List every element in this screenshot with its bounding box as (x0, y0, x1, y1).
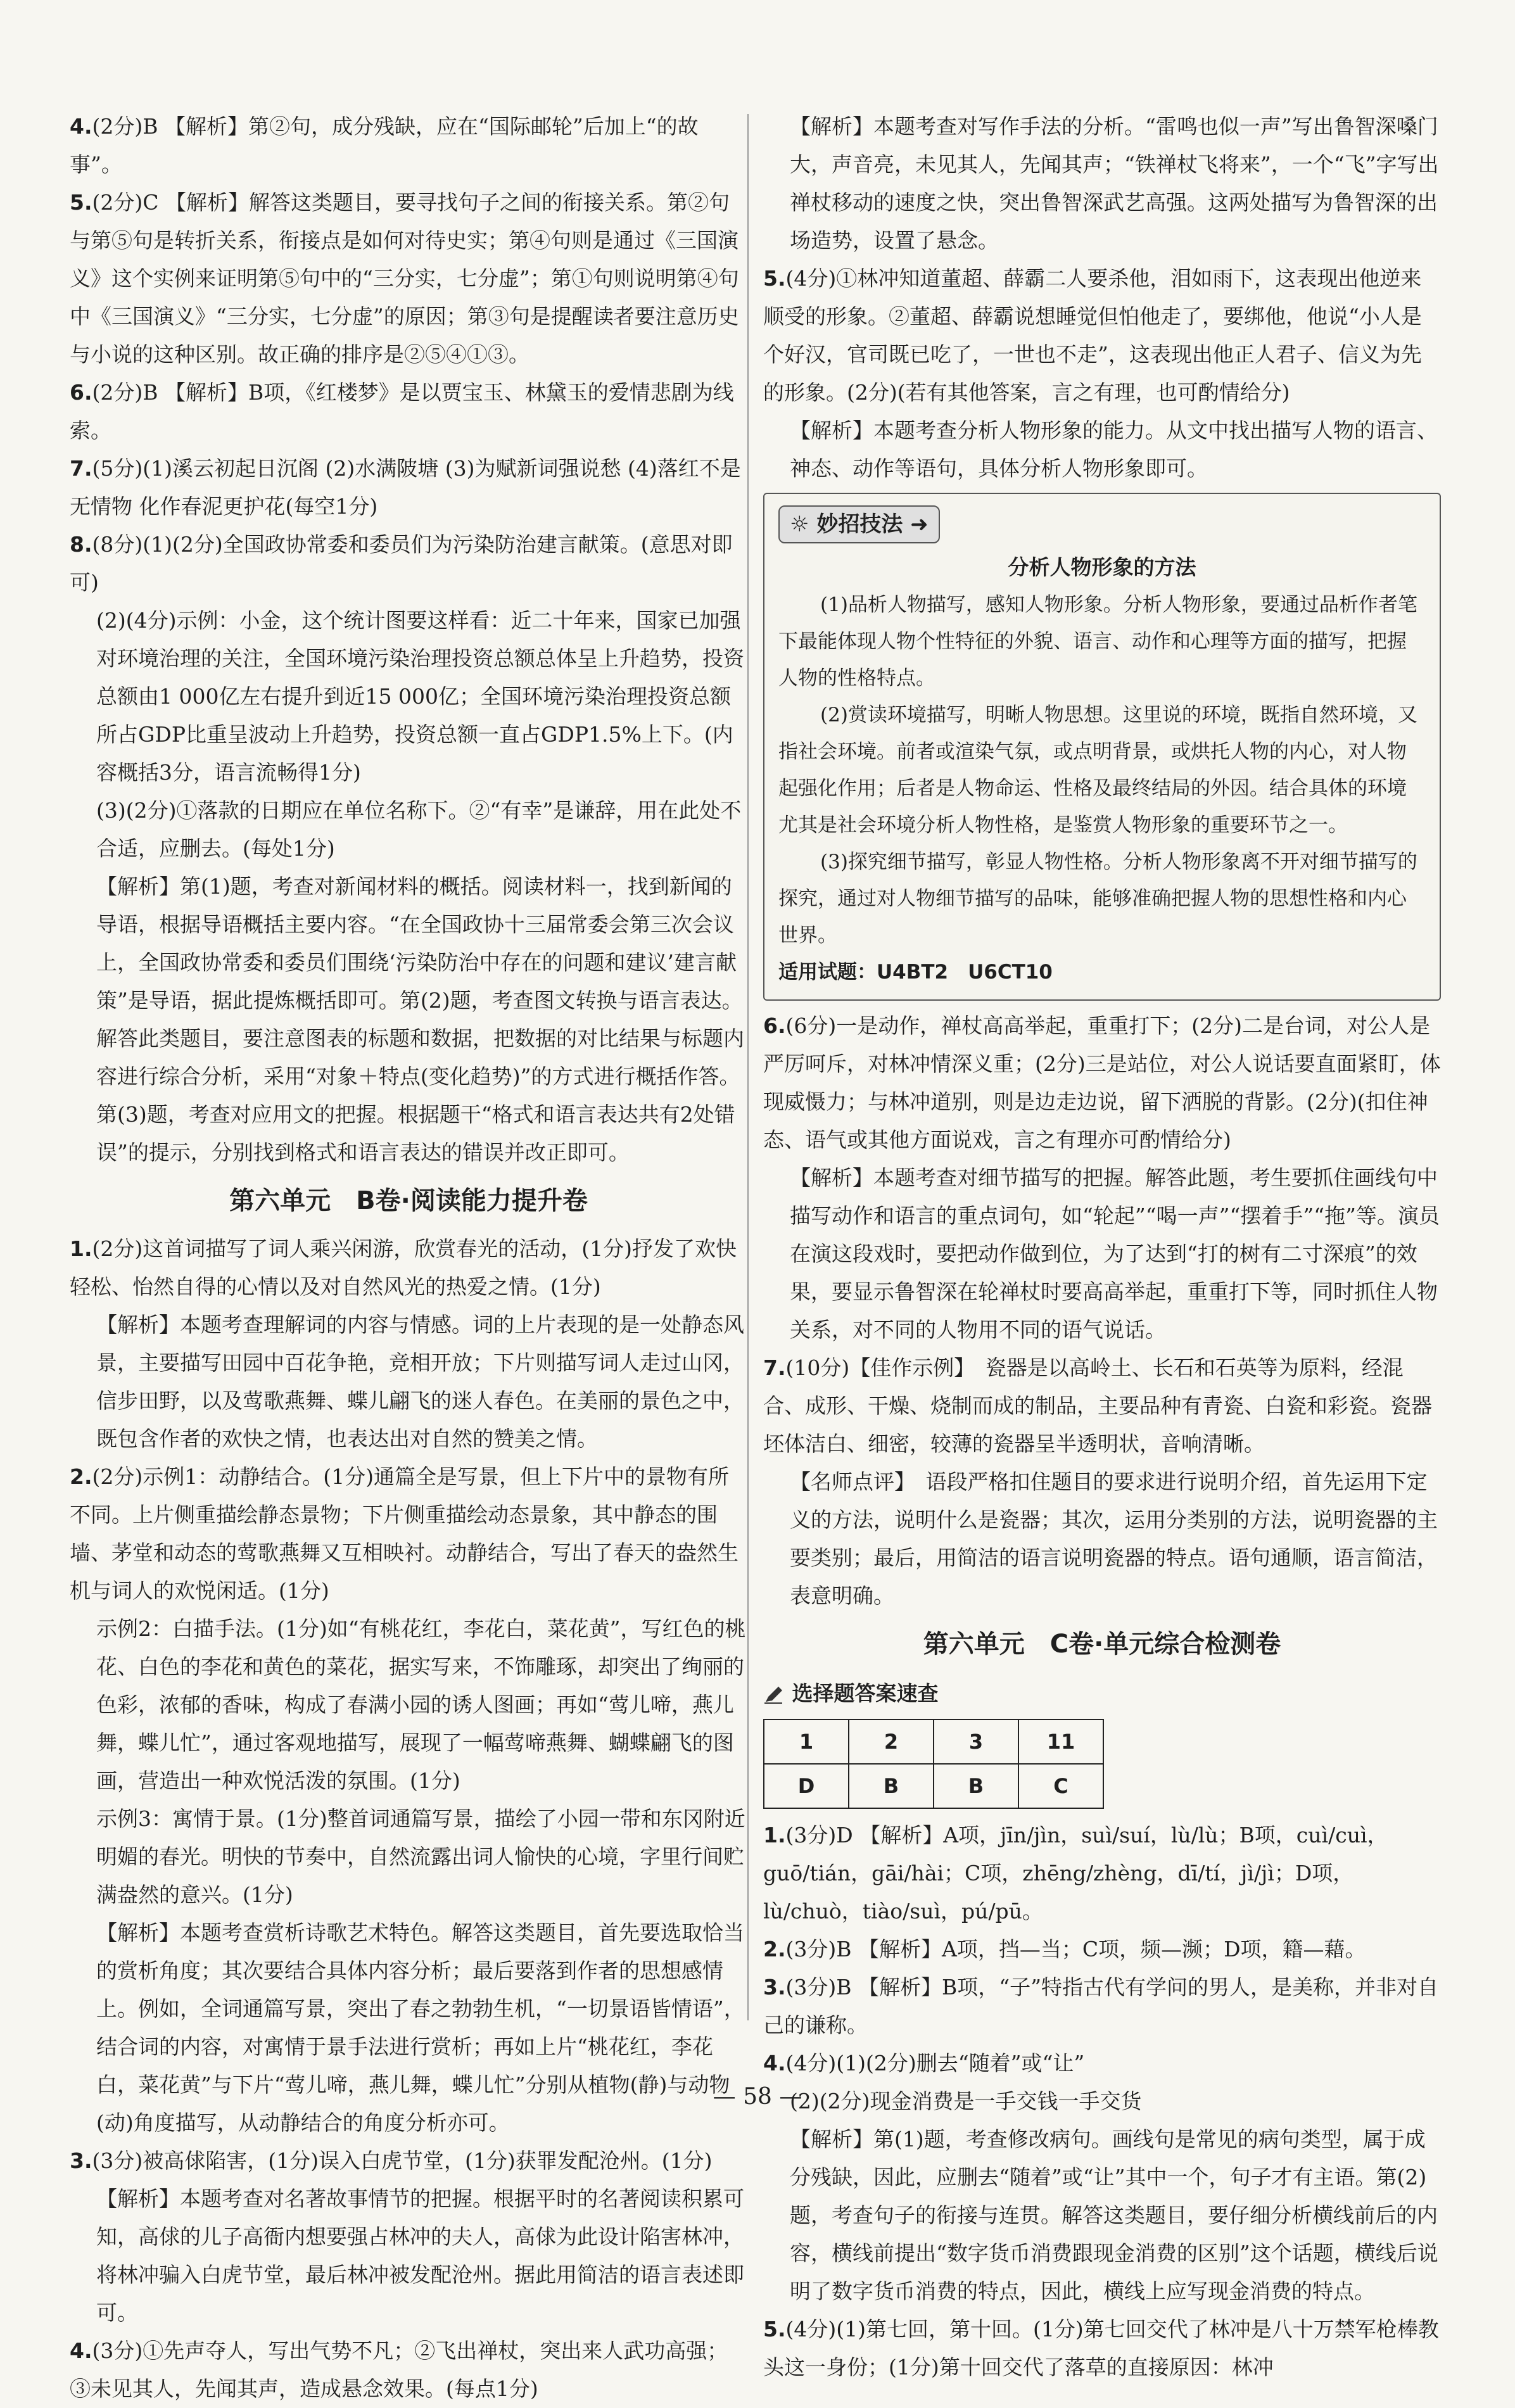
item-text: (2分)示例1：动静结合。(1分)通篇全是写景，但上下片中的景物有所不同。上片侧重描绘静态景物；下片侧重描绘动态景象，其中静态的围墙、茅堂和动态的莺歌燕舞又互相映衬。动静结合，写出了春天的盎然生机与词人的欢悦闲适。(1分) (70, 1464, 738, 1603)
answer-item (763, 1349, 1441, 1463)
item-text: (4分)①林冲知道董超、薛霸二人要杀他，泪如雨下，这表现出他逆来顺受的形象。②董超、薛霸说想睡觉但怕他走了，要绑他，他说“小人是个好汉，官司既已吃了，一世也不走”，这表现出他正人君子、信义为先的形象。(2分)(若有其他答案，言之有理，也可酌情给分) (763, 266, 1422, 405)
tips-paragraph: (2)赏读环境描写，明晰人物思想。这里说的环境，既指自然环境，又指社会环境。前者或渲染气氛，或点明背景，或烘托人物的内心，对人物起强化作用；后者是人物命运、性格及最终结局的外因。结合具体的环境尤其是社会环境分析人物性格，是鉴赏人物形象的重要环节之一。 (778, 704, 1417, 837)
item-text: (4分)(1)第七回，第十回。(1分)第七回交代了林冲是八十万禁军枪棒教头这一身份；(1分)第十回交代了落草的直接原因：林冲 (763, 2317, 1439, 2379)
item-text: 【解析】第(1)题，考查对新闻材料的概括。阅读材料一，找到新闻的导语，根据导语概括主要内容。“在全国政协十三届常委会第三次会议上，全国政协常委和委员们围绕‘污染防治中存在的问题和建议’建言献策”是导语，据此提炼概括即可。第(2)题，考查图文转换与语言表达。解答此类题目，要注意图表的标题和数据，把数据的对比结果与标题内容进行综合分析，采用“对象＋特点(变化趋势)”的方式进行概括作答。第(3)题，考查对应用文的把握。根据题干“格式和语言表达共有2处错误”的提示，分别找到格式和语言表达的错误并改正即可。 (96, 874, 744, 1165)
answer-item (70, 1800, 747, 1914)
item-text: (6分)一是动作，禅杖高高举起，重重打下；(2分)二是台词，对公人是严厉呵斥，对林冲情深义重；(2分)三是站位，对公人说话要直面紧盯，体现威慑力；与林冲道别，则是边走边说，留下洒脱的背影。(2分)(扣住神态、语气或其他方面说戏，言之有理亦可酌情给分) (763, 1013, 1441, 1152)
left-column (70, 108, 747, 2408)
item-number: 6. (763, 1013, 786, 1038)
section-c-title: 第六单元 C卷·单元综合检测卷 (923, 1630, 1281, 1659)
answer-item (70, 1230, 747, 1306)
item-number: 4. (70, 2338, 92, 2363)
item-number: 1. (70, 1236, 92, 1261)
answer-table-answer: B (934, 1764, 1018, 1808)
item-text: 【解析】本题考查理解词的内容与情感。词的上片表现的是一处静态风景，主要描写田园中百花争艳，竞相开放；下片则描写词人走过山冈，信步田野，以及莺歌燕舞、蝶儿翩飞的迷人春色。在美丽的景色之中，既包含作者的欢快之情，也表达出对自然的赞美之情。 (96, 1312, 744, 1451)
answer-table-question: 2 (849, 1720, 934, 1764)
item-number: 4. (763, 2051, 786, 2075)
answer-item (70, 792, 747, 868)
tips-tab-label: 妙招技法 (816, 512, 903, 537)
tips-title: 分析人物形象的方法 (1008, 555, 1196, 580)
answer-table-answer: B (849, 1764, 934, 1808)
column-divider (747, 114, 749, 2020)
tips-box (763, 493, 1441, 1001)
item-text: (4分)(1)(2分)删去“随着”或“让” (785, 2051, 1085, 2075)
answer-item (70, 2142, 747, 2180)
answer-item (70, 450, 747, 526)
answer-item (763, 260, 1441, 412)
item-text: (2分)B 【解析】第②句，成分残缺，应在“国际邮轮”后加上“的故事”。 (70, 114, 699, 177)
item-number: 1. (763, 1823, 786, 1847)
right-column (763, 108, 1441, 2386)
item-text: (2分)B 【解析】B项，《红楼梦》是以贾宝玉、林黛玉的爱情悲剧为线索。 (70, 380, 734, 443)
item-text: (2分)C 【解析】解答这类题目，要寻找句子之间的衔接关系。第②句与第⑤句是转折关系，衔接点是如何对待史实；第④句则是通过《三国演义》这个实例来证明第⑤句中的“三分实，七分虚”；第①句则说明第④句中《三国演义》“三分实，七分虚”的原因；第③句是提醒读者要注意历史与小说的这种区别。故正确的排序是②⑤④①③。 (70, 190, 739, 367)
answer-table-header-row (764, 1720, 1103, 1764)
item-number: 7. (763, 1355, 786, 1380)
answer-table (763, 1719, 1104, 1809)
quick-answer-text: 选择题答案速查 (792, 1681, 939, 1706)
page-number: — 58 — (713, 2084, 802, 2110)
arrow-icon: ➜ (910, 512, 929, 537)
answer-item (70, 526, 747, 602)
answer-item (763, 2310, 1441, 2386)
tips-paragraph: (3)探究细节描写，彰显人物性格。分析人物形象离不开对细节描写的探究，通过对人物细节描写的品味，能够准确把握人物的思想性格和内心世界。 (778, 851, 1417, 947)
answer-item (70, 1306, 747, 1458)
item-text: (2)(4分)示例：小金，这个统计图要这样看：近二十年来，国家已加强对环境治理的关注，全国环境污染治理投资总额总体呈上升趋势，投资总额由1 000亿左右提升到近15 000亿；全国环境污染治理投资总额所占GDP比重呈波动上升趋势，投资总额一直占GDP1.5%上下。(内容概括3分，语言流畅得1分) (96, 608, 744, 785)
item-text: (3分)B 【解析】A项，挡—当；C项，频—濒；D项，籍—藉。 (785, 1937, 1366, 1961)
item-text: 【解析】本题考查赏析诗歌艺术特色。解答这类题目，首先要选取恰当的赏析角度；其次要结合具体内容分析；最后要落到作者的思想感情上。例如，全词通篇写景，突出了春之勃勃生机，“一切景语皆情语”，结合词的内容，对寓情于景手法进行赏析；再如上片“桃花红，李花白，菜花黄”与下片“莺儿啼，燕儿舞，蝶儿忙”分别从植物(静)与动物(动)角度描写，从动静结合的角度分析亦可。 (96, 1920, 745, 2135)
answer-table-answer: D (764, 1764, 849, 1808)
answer-table-question: 3 (934, 1720, 1018, 1764)
answer-item (70, 184, 747, 374)
item-text: (3分)D 【解析】A项，jīn/jìn，suì/suí，lù/lù；B项，cuì/cuì，guō/tián，gāi/hài；C项，zhēng/zhèng，dī/tí，jì/jì；D项，lù/chuò，tiào/suì，pú/pū。 (763, 1823, 1388, 1923)
item-number: 4. (70, 114, 92, 139)
item-number: 3. (763, 1975, 786, 1999)
answer-item (70, 108, 747, 184)
item-number: 6. (70, 380, 92, 405)
answer-table-answer-row (764, 1764, 1103, 1808)
answer-item (70, 1610, 747, 1800)
item-text: 【解析】本题考查分析人物形象的能力。从文中找出描写人物的语言、神态、动作等语句，具体分析人物形象即可。 (790, 418, 1438, 481)
item-text: 【解析】本题考查对名著故事情节的把握。根据平时的名著阅读积累可知，高俅的儿子高衙内想要强占林冲的夫人，高俅为此设计陷害林冲，将林冲骗入白虎节堂，最后林冲被发配沧州。据此用简洁的语言表述即可。 (96, 2186, 744, 2325)
answer-table-answer: C (1018, 1764, 1103, 1808)
item-number: 5. (763, 2317, 786, 2341)
item-text: 【解析】本题考查对细节描写的把握。解答此题，考生要抓住画线句中描写动作和语言的重点词句，如“轮起”“喝一声”“摆着手”“拖”等。演员在演这段戏时，要把动作做到位，为了达到“打的树有二寸深痕”的效果，要显示鲁智深在轮禅杖时要高高举起，重重打下等，同时抓住人物关系，对不同的人物用不同的语气说话。 (790, 1165, 1440, 1342)
item-number: 5. (70, 190, 92, 215)
item-text: 示例2：白描手法。(1分)如“有桃花红，李花白，菜花黄”，写红色的桃花、白色的李花和黄色的菜花，据实写来，不饰雕琢，却突出了绚丽的色彩，浓郁的香味，构成了春满小园的诱人图画；再如“莺儿啼，燕儿舞，蝶儿忙”，通过客观地描写，展现了一幅莺啼燕舞、蝴蝶翩飞的图画，营造出一种欢悦活泼的氛围。(1分) (96, 1616, 746, 1793)
item-text: (5分)(1)溪云初起日沉阁 (2)水满陂塘 (3)为赋新词强说愁 (4)落红不是无情物 化作春泥更护花(每空1分) (70, 456, 741, 519)
answer-item (763, 1159, 1441, 1349)
answer-item (763, 412, 1441, 488)
answer-item (70, 868, 747, 1172)
answer-item (763, 108, 1441, 260)
answer-table-question: 11 (1018, 1720, 1103, 1764)
tips-paragraph: (1)品析人物描写，感知人物形象。分析人物形象，要通过品析作者笔下最能体现人物个性特征的外貌、语言、动作和心理等方面的描写，把握人物的性格特点。 (778, 593, 1417, 690)
item-text: (3)(2分)①落款的日期应在单位名称下。②“有幸”是谦辞，用在此处不合适，应删去。(每处1分) (96, 798, 742, 861)
section-b-title: 第六单元 B卷·阅读能力提升卷 (229, 1186, 588, 1215)
item-text: (3分)B 【解析】B项，“子”特指古代有学问的男人，是美称，并非对自己的谦称。 (763, 1975, 1438, 2037)
item-text: (3分)被高俅陷害，(1分)误入白虎节堂，(1分)获罪发配沧州。(1分) (92, 2148, 713, 2173)
answer-item (70, 1458, 747, 1610)
item-text: 【名师点评】 语段严格扣住题目的要求进行说明介绍，首先运用下定义的方法，说明什么是瓷器；其次，运用分类别的方法，说明瓷器的主要类别；最后，用简洁的语言说明瓷器的特点。语句通顺，语言简洁，表意明确。 (790, 1469, 1438, 1608)
answer-item (763, 1816, 1441, 1930)
answer-item (763, 2120, 1441, 2310)
item-number: 2. (70, 1464, 92, 1489)
item-text: 【解析】第(1)题，考查修改病句。画线句是常见的病句类型，属于成分残缺，因此，应删去“随着”或“让”其中一个，句子才有主语。第(2)题，考查句子的衔接与连贯。解答这类题目，要仔细分析横线前后的内容，横线前提出“数字货币消费跟现金消费的区别”这个话题，横线后说明了数字货币消费的特点，因此，横线上应写现金消费的特点。 (790, 2127, 1438, 2303)
pencil-icon (763, 1685, 785, 1704)
answer-item (763, 1463, 1441, 1615)
item-number: 7. (70, 456, 92, 481)
answer-table-question: 1 (764, 1720, 849, 1764)
answer-item (70, 602, 747, 792)
item-text: (2)(2分)现金消费是一手交钱一手交货 (790, 2089, 1142, 2113)
tips-tab (778, 505, 940, 543)
item-number: 5. (763, 266, 786, 291)
item-number: 8. (70, 532, 92, 557)
tips-apply: 适用试题：U4BT2 U6CT10 (778, 961, 1053, 984)
answer-item (763, 1968, 1441, 2044)
answer-item (763, 1007, 1441, 1159)
answer-item (763, 1930, 1441, 1968)
answer-item (70, 2180, 747, 2332)
item-text: (10分)【佳作示例】 瓷器是以高岭土、长石和石英等为原料，经混合、成形、干燥、烧制而成的制品，主要品种有青瓷、白瓷和彩瓷。瓷器坯体洁白、细密，较薄的瓷器呈半透明状，音响清晰。 (763, 1355, 1432, 1456)
answer-item (70, 374, 747, 450)
answer-item (70, 2332, 747, 2408)
item-number: 2. (763, 1937, 786, 1961)
quick-answer-label (763, 1675, 1441, 1713)
item-number: 3. (70, 2148, 92, 2173)
item-text: (8分)(1)(2分)全国政协常委和委员们为污染防治建言献策。(意思对即可) (70, 532, 733, 595)
item-text: 【解析】本题考查对写作手法的分析。“雷鸣也似一声”写出鲁智深嗓门大，声音亮，未见其人，先闻其声；“铁禅杖飞将来”，一个“飞”字写出禅杖移动的速度之快，突出鲁智深武艺高强。这两处描写为鲁智深的出场造势，设置了悬念。 (790, 114, 1439, 253)
item-text: (2分)这首词描写了词人乘兴闲游，欣赏春光的活动，(1分)抒发了欢快轻松、怡然自得的心情以及对自然风光的热爱之情。(1分) (70, 1236, 737, 1299)
answer-item (763, 2044, 1441, 2082)
lightbulb-icon: ☼ (790, 512, 809, 537)
item-text: (3分)①先声夺人，写出气势不凡；②飞出禅杖，突出来人武功高强；③未见其人，先闻其声，造成悬念效果。(每点1分) (70, 2338, 728, 2401)
item-text: 示例3：寓情于景。(1分)整首词通篇写景，描绘了小园一带和东冈附近明媚的春光。明快的节奏中，自然流露出词人愉快的心境，字里行间贮满盎然的意兴。(1分) (96, 1806, 745, 1907)
